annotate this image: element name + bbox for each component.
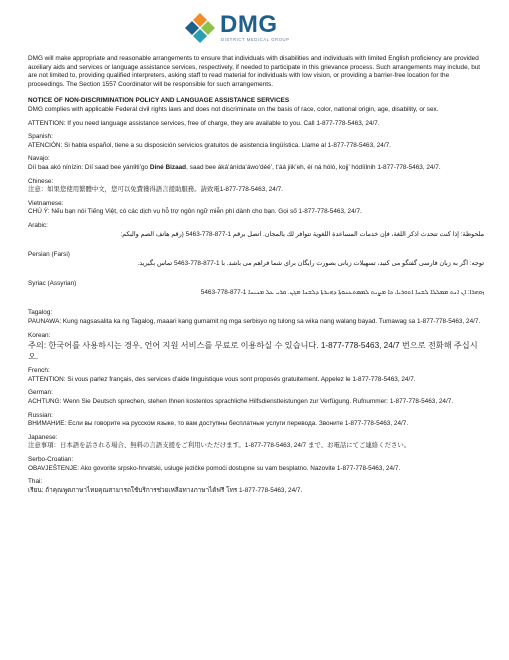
lang-name: Arabic: <box>28 221 48 229</box>
lang-text: توجه: اگر به زبان فارسی گفتگو می کنید، تسهیلات زبانی بصورت رایگان برای شما فراهم می باشد. با 1-877-778-5463 تماس بگیرید. <box>137 259 484 267</box>
lang-text: 注意事項：日本語を話される場合、無料の言語支援をご利用いただけます。1-877-778-5463, 24/7 まで、お電話にてご連絡ください。 <box>28 442 411 450</box>
lang-navajo <box>28 155 484 172</box>
lang-text: ВНИМАНИЕ: Если вы говорите на русском языке, то вам доступны бесплатные услуги перевода. Звоните 1-877-778-5463, 24/7. <box>28 420 409 428</box>
lang-korean <box>28 332 484 363</box>
lang-french <box>28 367 484 384</box>
logo-wordmark: DMG <box>220 11 278 38</box>
lang-text: 주의: 한국어를 사용하시는 경우, 언어 지원 서비스를 무료로 이용하실 수 있습니다. 1-877-778-5463, 24/7 번으로 전화해 주십시오. <box>28 341 478 362</box>
logo-subtitle: DISTRICT MEDICAL GROUP <box>221 37 290 42</box>
lang-vietnamese <box>28 200 484 217</box>
lang-name: Thai: <box>28 478 43 486</box>
lang-text: ATENCIÓN: Si habla español, tiene a su disposición servicios gratuitos de asistencia lingüística. Llame al 1-877-778-5463, 24/7. <box>28 141 391 149</box>
lang-text: ملحوظة: إذا كنت تتحدث اذكر اللغة، فإن خدمات المساعدة اللغوية تتوافر لك بالمجان. اتصل برقم 1-877-778-5463 (رقم هاتف الصم والبكم: <box>120 230 484 238</box>
lang-name: Chinese: <box>28 177 54 185</box>
lang-thai <box>28 478 484 495</box>
attention-english: ATTENTION: If you need language assistance services, free of charge, they are available to you. Call 1-877-778-5463, 24/7. <box>28 119 380 127</box>
notice-heading: NOTICE OF NON-DISCRIMINATION POLICY AND LANGUAGE ASSISTANCE SERVICES <box>28 97 290 105</box>
lang-name: Vietnamese: <box>28 199 64 207</box>
notice-body: DMG complies with applicable Federal civil rights laws and does not discriminate on the basis of race, color, national origin, age, disability, or sex. <box>28 105 439 113</box>
lang-name: Navajo: <box>28 155 50 163</box>
lang-text: เรียน: ถ้าคุณพูดภาษาไทยคุณสามารถใช้บริการช่วยเหลือทางภาษาได้ฟรี โทร 1-877-778-5463, 24/7. <box>28 486 303 494</box>
lang-syriac <box>28 280 484 297</box>
lang-name: French: <box>28 367 50 375</box>
lang-text: ACHTUNG: Wenn Sie Deutsch sprechen, stehen Ihnen kostenlos sprachliche Hilfsdienstleistungen zur Verfügung. Rufnummer: 1-877-778-5463, 24/7. <box>28 398 454 406</box>
lang-name: Serbo-Croatian: <box>28 456 74 463</box>
lang-tagalog <box>28 309 484 326</box>
lang-name: German: <box>28 389 53 397</box>
lang-text: 注意：如果您使用繁體中文，您可以免費獲得語言援助服務。請致電1-877-778-5463, 24/7. <box>28 186 283 194</box>
lang-japanese <box>28 434 484 451</box>
navajo-text-end: , saad bee áká’ánída’áwo’déé’, t’áá jiik’eh, éí ná hóló, kojį’ hódíílnih 1-877-778-5463, 24/7. <box>186 163 441 171</box>
lang-name: Russian: <box>28 411 53 419</box>
lang-text: OBAVJEŠTENJE: Ako govorite srpsko-hrvatski, usluge jezičke pomoći dostupne su vam besplatno. Nazovite 1-877-778-5463, 24/7. <box>28 464 401 472</box>
lang-german <box>28 389 484 406</box>
lang-name: Syriac (Assyrian) <box>28 280 77 288</box>
lang-spanish <box>28 133 484 150</box>
lang-name: Korean: <box>28 331 51 339</box>
intro-paragraph: DMG will make appropriate and reasonable arrangements to ensure that individuals with disabilities and individuals with limited English proficiency are provided auxiliary aids and services or language assistance services, respectively, if needed to participate in this grievance process. Such arrangements may include, but are not limited to, providing qualified interpreters, asking staff to read material for individuals with low vision, or providing a barrier-free location for the proceedings. The Section 1557 Coordinator will be responsible for such arrangements. <box>28 55 481 88</box>
lang-name: Persian (Farsi) <box>28 251 70 259</box>
lang-text: ATTENTION: Si vous parlez français, des services d'aide linguistique vous sont proposés gratuitement. Appelez le 1-877-778-5463, 24/7. <box>28 375 416 383</box>
lang-text: PAUNAWA: Kung nagsasalita ka ng Tagalog, maaari kang gumamit ng mga serbisyo ng tulong sa wika nang walang bayad. Tumawag sa 1-877-778-5463, 24/7. <box>28 318 481 326</box>
lang-name: Japanese: <box>28 433 58 441</box>
dmg-diamond-icon <box>184 12 216 44</box>
lang-persian <box>28 251 484 268</box>
lang-arabic <box>28 222 484 239</box>
lang-russian <box>28 412 484 429</box>
navajo-text-bold: Diné Bizaad <box>149 163 187 171</box>
lang-serbo-croatian <box>28 456 484 473</box>
lang-text: CHÚ Ý: Nếu bạn nói Tiếng Việt, có các dịch vụ hỗ trợ ngôn ngữ miễn phí dành cho bạn. Gọi số 1-877-778-5463, 24/7. <box>28 208 362 216</box>
document-body <box>28 55 484 500</box>
lang-name: Tagalog: <box>28 309 53 317</box>
lang-text <box>28 164 484 173</box>
lang-name: Spanish: <box>28 133 53 141</box>
lang-chinese <box>28 178 484 195</box>
navajo-text-start: Díí baa akó nínízin: Díí saad bee yáníłti’go <box>28 163 150 171</box>
lang-text: ܙܘܗܪܐ: ܐܢ ܐܢܬ ܡܡܠܠܐ ܠܫܢܐ ܐܬܘܪܝܐ، ܟܐ ܡܨܝܬ ܠܡܣܬܥܢܘܬܐ ܕܗܝܪܬܐ ܕܠܫܢܐ ܡܓܢ. ܩܪܝ ܥܠ ܡܢܝܢܐ 1-877-778-5463 <box>200 288 484 296</box>
dmg-logo <box>184 10 324 48</box>
